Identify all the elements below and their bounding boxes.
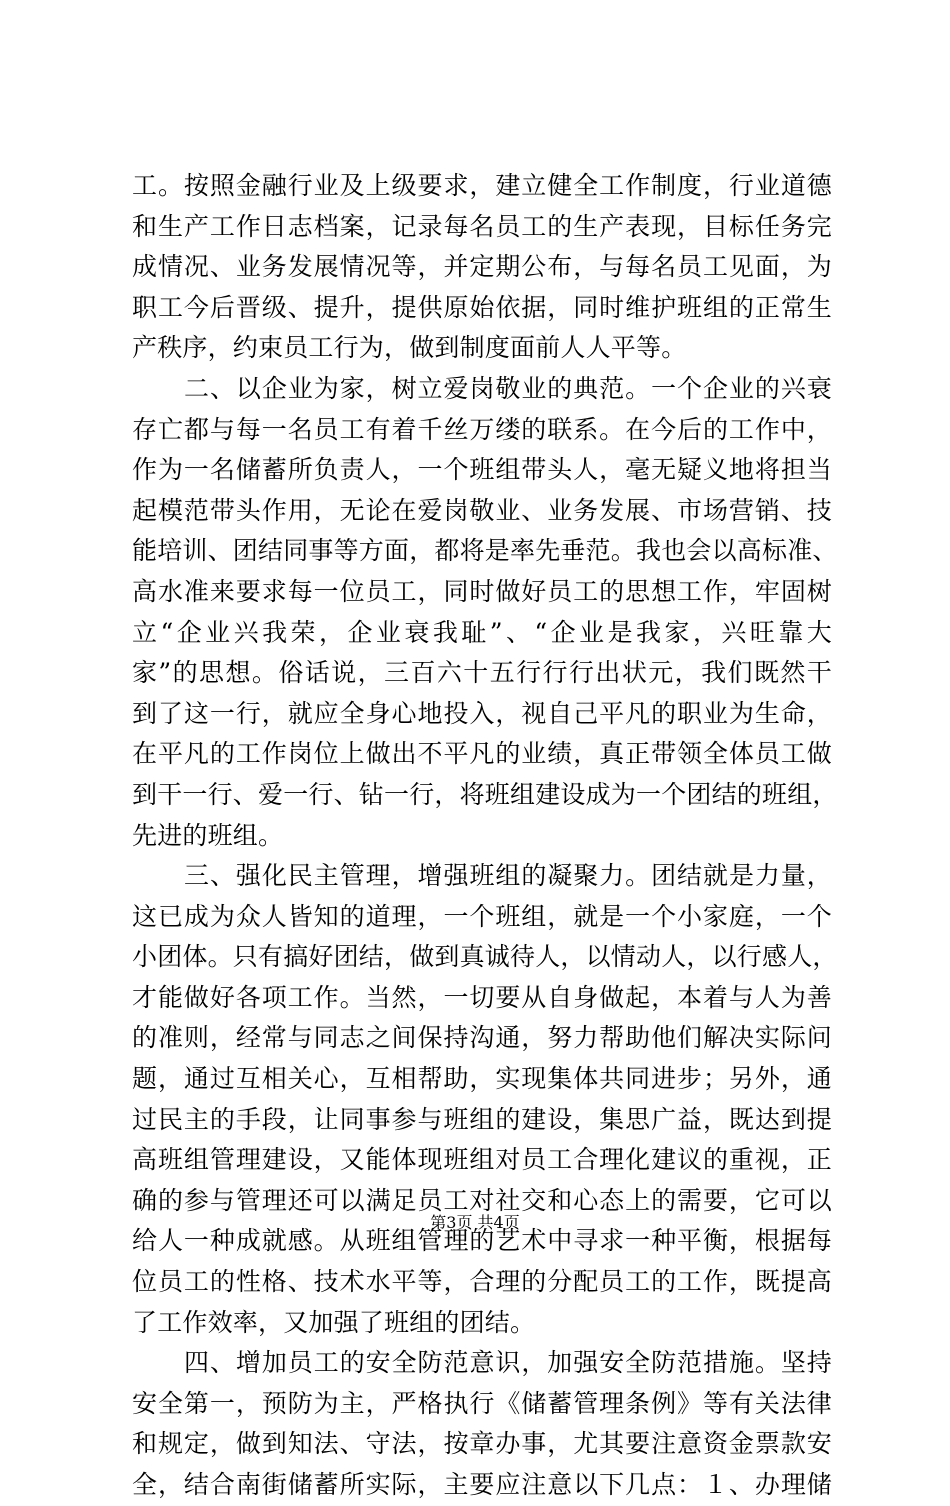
text-line: 产秩序，约束员工行为，做到制度面前人人平等。 xyxy=(132,333,687,363)
text-line: 职工今后晋级、提升，提供原始依据，同时维护班组的正常生 xyxy=(132,292,832,322)
text-line: 能培训、团结同事等方面，都将是率先垂范。我也会以高标准、 xyxy=(132,536,838,566)
paragraph-4 xyxy=(132,1343,832,1505)
text-line: 确的参与管理还可以满足员工对社交和心态上的需要，它可以 xyxy=(132,1185,832,1215)
text-line: 全，结合南街储蓄所实际，主要应注意以下几点：１、办理储 xyxy=(132,1470,832,1499)
text-line: 高水准来要求每一位员工，同时做好员工的思想工作，牢固树 xyxy=(132,576,832,606)
text-line: 四、增加员工的安全防范意识，加强安全防范措施。坚持 xyxy=(184,1348,832,1378)
page-number-label: 第3页 共4页 xyxy=(430,1213,520,1232)
text-line: 三、强化民主管理，增强班组的凝聚力。团结就是力量， xyxy=(184,861,832,891)
text-line: 存亡都与每一名员工有着千丝万缕的联系。在今后的工作中， xyxy=(132,414,832,444)
text-line: 立“企业兴我荣，企业衰我耻”、“企业是我家，兴旺靠大 xyxy=(132,617,832,647)
text-line: 二、以企业为家，树立爱岗敬业的典范。一个企业的兴衰 xyxy=(184,373,832,403)
text-line: 工。按照金融行业及上级要求，建立健全工作制度，行业道德 xyxy=(132,171,832,200)
text-line: 在平凡的工作岗位上做出不平凡的业绩，真正带领全体员工做 xyxy=(132,739,832,769)
text-line: 安全第一，预防为主，严格执行《储蓄管理条例》等有关法律 xyxy=(132,1388,832,1418)
paragraph-1 xyxy=(132,166,832,369)
text-line: 这已成为众人皆知的道理，一个班组，就是一个小家庭，一个 xyxy=(132,901,832,931)
text-line: 高班组管理建设，又能体现班组对员工合理化建议的重视，正 xyxy=(132,1145,832,1175)
text-line: 的准则，经常与同志之间保持沟通，努力帮助他们解决实际问 xyxy=(132,1023,832,1053)
text-line: 了工作效率，又加强了班组的团结。 xyxy=(132,1307,536,1337)
text-line: 题，通过互相关心，互相帮助，实现集体共同进步；另外，通 xyxy=(132,1064,832,1094)
document-body xyxy=(132,166,838,1506)
text-line: 到干一行、爱一行、钻一行，将班组建设成为一个团结的班组， xyxy=(132,779,838,809)
text-line: 给人一种成就感。从班组管理的艺术中寻求一种平衡，根据每 xyxy=(132,1226,832,1256)
text-line: 到了这一行，就应全身心地投入，视自己平凡的职业为生命， xyxy=(132,698,832,728)
text-line: 过民主的手段，让同事参与班组的建设，集思广益，既达到提 xyxy=(132,1104,832,1134)
text-line: 才能做好各项工作。当然，一切要从自身做起，本着与人为善 xyxy=(132,982,832,1012)
text-line: 和生产工作日志档案，记录每名员工的生产表现，目标任务完 xyxy=(132,211,832,241)
text-line: 家”的思想。俗话说，三百六十五行行行出状元，我们既然干 xyxy=(132,658,832,688)
text-line: 和规定，做到知法、守法，按章办事，尤其要注意资金票款安 xyxy=(132,1429,832,1459)
text-line: 位员工的性格、技术水平等，合理的分配员工的工作，既提高 xyxy=(132,1267,832,1297)
page-footer xyxy=(0,1213,950,1233)
text-line: 先进的班组。 xyxy=(132,820,284,850)
text-line: 作为一名储蓄所负责人，一个班组带头人，毫无疑义地将担当 xyxy=(132,455,832,485)
text-line: 小团体。只有搞好团结，做到真诚待人，以情动人，以行感人， xyxy=(132,942,838,972)
text-line: 起模范带头作用，无论在爱岗敬业、业务发展、市场营销、技 xyxy=(132,495,832,525)
text-line: 成情况、业务发展情况等，并定期公布，与每名员工见面，为 xyxy=(132,252,832,282)
paragraph-2 xyxy=(132,369,838,856)
paragraph-3 xyxy=(132,856,838,1343)
